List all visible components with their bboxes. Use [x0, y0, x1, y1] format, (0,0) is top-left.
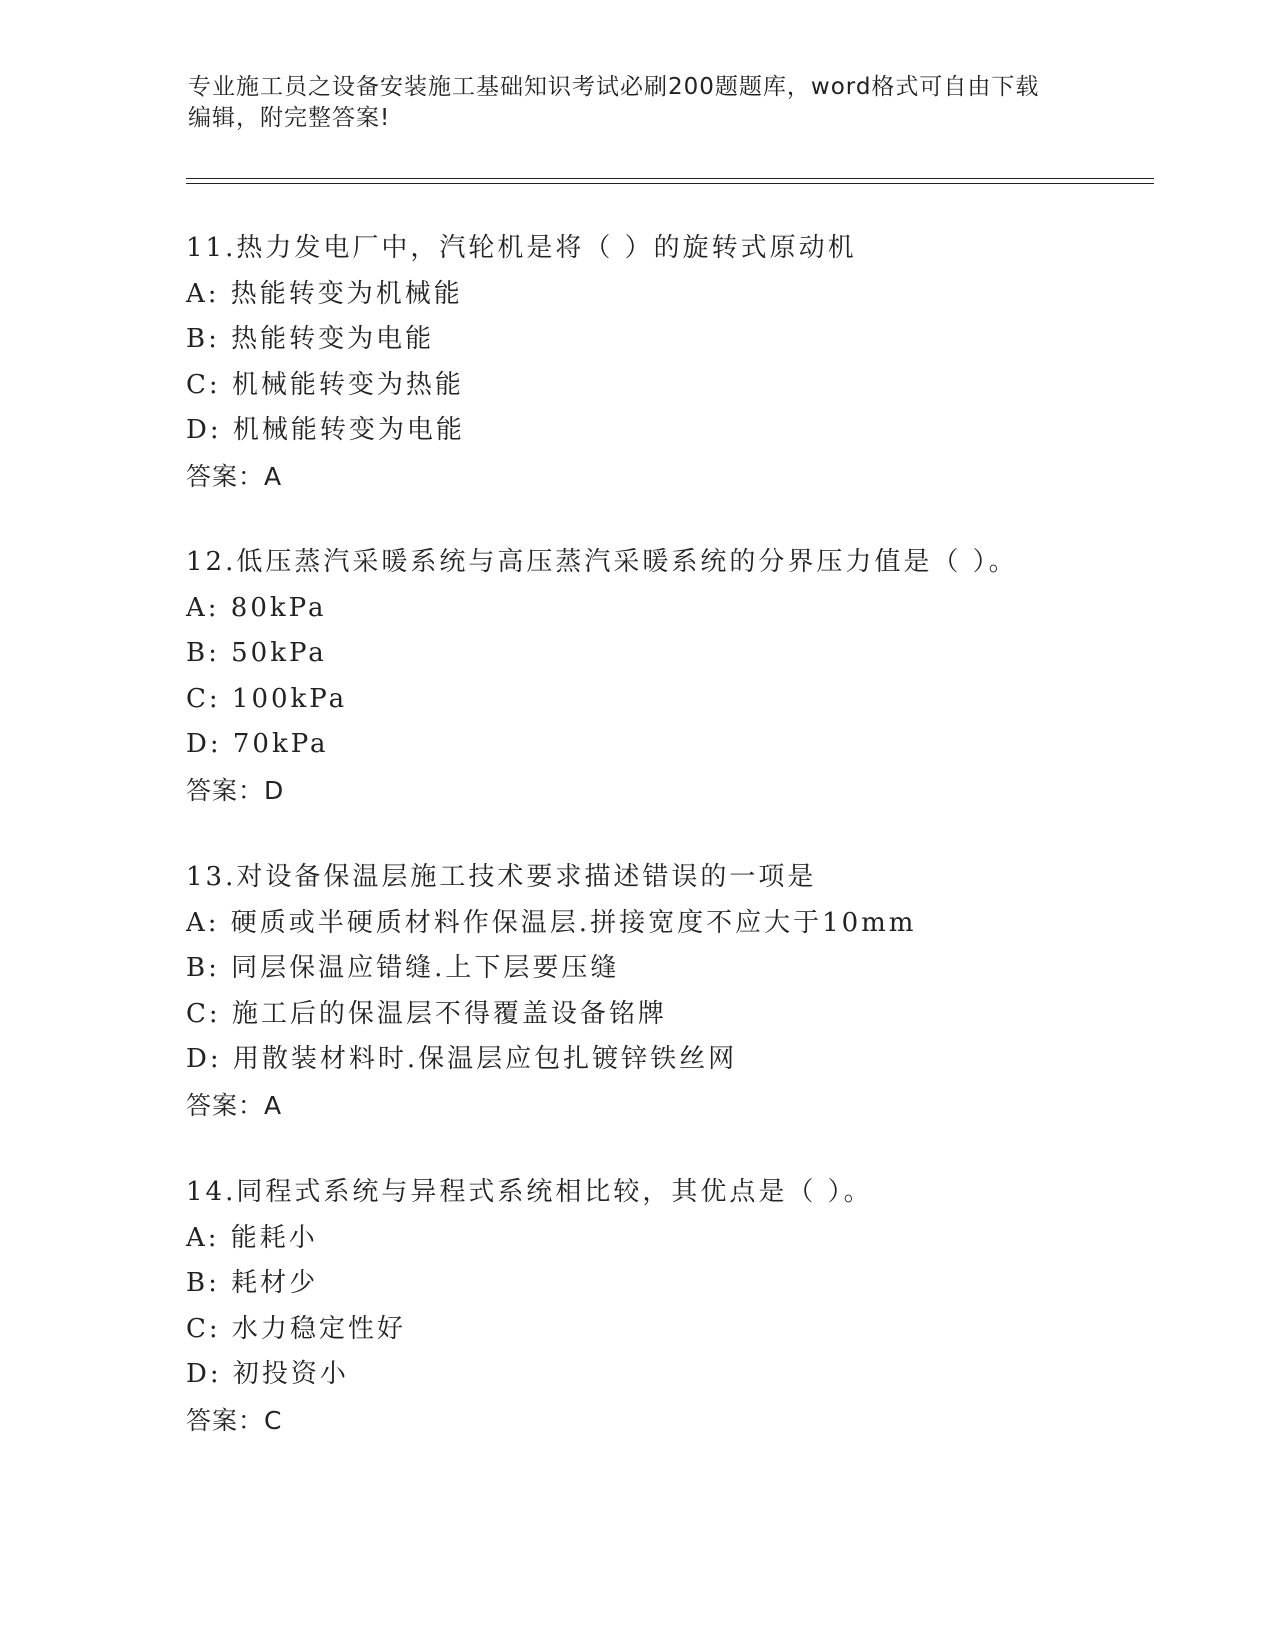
header-divider-bottom: [186, 183, 1154, 184]
option-d: D: 用散装材料时.保温层应包扎镀锌铁丝网: [186, 1044, 738, 1074]
answer: 答案：D: [186, 775, 285, 805]
question-11: [186, 226, 1146, 499]
answer: 答案：C: [186, 1405, 283, 1435]
option-b: B: 耗材少: [186, 1268, 319, 1298]
option-d: D: 机械能转变为电能: [186, 415, 465, 445]
question-stem: 14.同程式系统与异程式系统相比较，其优点是（ ）。: [186, 1177, 873, 1207]
option-b: B: 热能转变为电能: [186, 324, 435, 354]
option-d: D: 初投资小: [186, 1359, 349, 1389]
header-divider-top: [186, 178, 1154, 179]
question-stem: 12.低压蒸汽采暖系统与高压蒸汽采暖系统的分界压力值是（ ）。: [186, 547, 1018, 577]
question-12: [186, 540, 1146, 813]
option-a: A: 80kPa: [186, 592, 327, 623]
option-c: C: 水力稳定性好: [186, 1313, 406, 1344]
option-a: A: 热能转变为机械能: [186, 278, 463, 309]
option-d: D: 70kPa: [186, 729, 329, 759]
option-b: B: 同层保温应错缝.上下层要压缝: [186, 953, 620, 983]
option-a: A: 硬质或半硬质材料作保温层.拼接宽度不应大于10mm: [186, 907, 917, 938]
header-line-2: 编辑，附完整答案!: [188, 105, 391, 131]
question-stem: 11.热力发电厂中，汽轮机是将（ ）的旋转式原动机: [186, 233, 857, 263]
answer: 答案：A: [186, 1090, 283, 1120]
document-header: [188, 72, 1068, 134]
option-c: C: 施工后的保温层不得覆盖设备铭牌: [186, 998, 667, 1029]
option-b: B: 50kPa: [186, 638, 327, 668]
header-line-1: 专业施工员之设备安装施工基础知识考试必刷200题题库，word格式可自由下载: [188, 74, 1040, 100]
question-stem: 13.对设备保温层施工技术要求描述错误的一项是: [186, 862, 817, 892]
option-c: C: 100kPa: [186, 683, 348, 714]
question-14: [186, 1170, 1146, 1443]
answer: 答案：A: [186, 461, 283, 491]
option-a: A: 能耗小: [186, 1222, 318, 1253]
option-c: C: 机械能转变为热能: [186, 369, 464, 400]
question-13: [186, 855, 1146, 1128]
